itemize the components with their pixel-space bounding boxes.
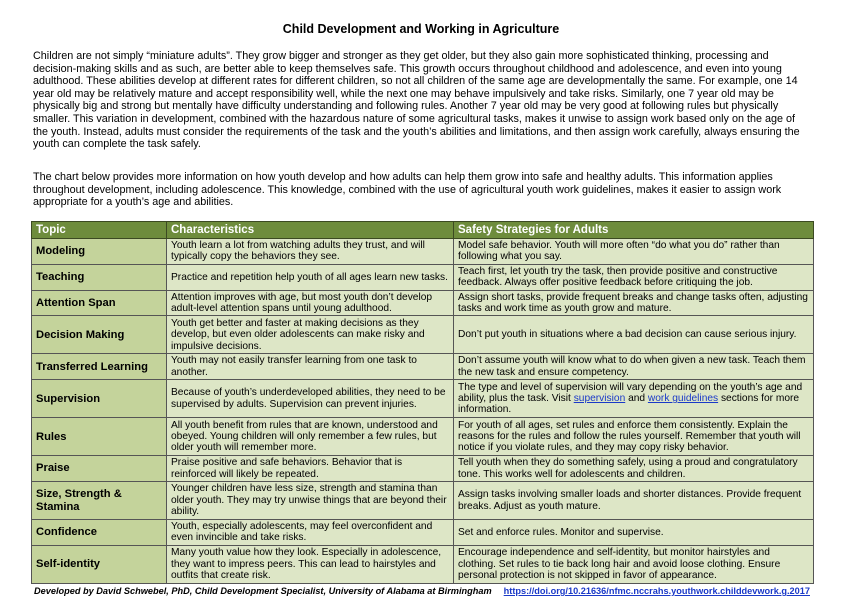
strategies-text-mid: and (625, 393, 648, 405)
characteristics-cell: Youth learn a lot from watching adults they trust, and will typically copy the behaviors they see. (167, 239, 454, 265)
table-row (32, 380, 814, 418)
characteristics-cell: Youth, especially adolescents, may feel overconfident and even invincible and take risks. (167, 520, 454, 546)
characteristics-cell: Younger children have less size, strength and stamina than older youth. They may try unwise things that are beyond their ability. (167, 482, 454, 520)
strategies-cell: Teach first, let youth try the task, then provide positive and constructive feedback. Always offer positive feedback before critiquing the job. (454, 264, 814, 290)
characteristics-cell: Many youth value how they look. Especially in adolescence, they want to impress peers. This can lead to hairstyles and outfits that create risk. (167, 545, 454, 583)
table-row (32, 354, 814, 380)
strategies-cell (454, 380, 814, 418)
strategies-cell: Tell youth when they do something safely, using a proud and congratulatory tone. This works well for adolescents and children. (454, 456, 814, 482)
topic-cell: Transferred Learning (32, 354, 167, 380)
table-row (32, 520, 814, 546)
strategies-cell: Don’t put youth in situations where a bad decision can cause serious injury. (454, 316, 814, 354)
table-row (32, 456, 814, 482)
work-guidelines-link[interactable]: work guidelines (647, 393, 719, 405)
topic-cell: Size, Strength & Stamina (32, 482, 167, 520)
characteristics-cell: All youth benefit from rules that are known, understood and obeyed. Young children will only remember a few rules, but older youth will remember more. (167, 418, 454, 456)
topic-cell: Decision Making (32, 316, 167, 354)
characteristics-cell: Because of youth’s underdeveloped abilities, they need to be supervised by adults. Supervision can prevent injuries. (167, 380, 454, 418)
strategies-cell: For youth of all ages, set rules and enforce them consistently. Explain the reasons for the rules and follow the rules yourself. Remember that youth will notice if you violate rules, and they may copy risky behavior. (454, 418, 814, 456)
topic-cell: Confidence (32, 520, 167, 546)
topic-cell: Attention Span (32, 290, 167, 316)
table-row (32, 290, 814, 316)
characteristics-cell: Youth may not easily transfer learning from one task to another. (167, 354, 454, 380)
topic-cell: Modeling (32, 239, 167, 265)
topic-cell: Teaching (32, 264, 167, 290)
supervision-link[interactable]: supervision (573, 393, 626, 405)
characteristics-cell: Youth get better and faster at making decisions as they develop, but even older adolescents can make risky and impulsive decisions. (167, 316, 454, 354)
page-title: Child Development and Working in Agriculture (282, 22, 560, 36)
strategies-cell: Assign short tasks, provide frequent breaks and change tasks often, adjusting tasks and work time as youth grow and mature. (454, 290, 814, 316)
strategies-text-end: sections for more information. (458, 393, 800, 416)
intro-paragraph: Children are not simply “miniature adults”. They grow bigger and stronger as they get older, but they also gain more sophisticated thinking, processing and decision-making skills and as such, are better able to keep themselves safe. This growth occurs throughout childhood and adolescence, and even into young adulthood. These abilities develop at different rates for different children, so not all children of the same age are developmentally the same. For example, one 14 year old may be relatively mature and accept responsibility well, while the next one may behave impulsively and take risks. Similarly, one 7 year old may be physically big and strong but mentally have difficulty understanding and following rules. Another 7 year old may be very good at following rules but physically smaller. This variation in development, combined with the hazardous nature of some agricultural tasks, makes it unwise to assign work based only on the age of the youth. Instead, adults must consider the requirements of the task and the youth’s abilities and limitations, and then assign work carefully, always ensuring the youth can complete the task safely. (33, 50, 800, 151)
strategies-cell: Model safe behavior. Youth will more often “do what you do” rather than following what you say. (454, 239, 814, 265)
characteristics-cell: Attention improves with age, but most youth don’t develop adult-level attention spans until young adulthood. (167, 290, 454, 316)
header-characteristics: Characteristics (167, 222, 454, 239)
header-topic: Topic (32, 222, 167, 239)
table-row (32, 264, 814, 290)
topic-cell: Rules (32, 418, 167, 456)
chart-intro-paragraph: The chart below provides more information on how youth develop and how adults can help them grow into safe and healthy adults. This information applies throughout development, including adolescence. This knowledge, combined with the use of agricultural youth work guidelines, makes it easier to assign work appropriate for a youth’s age and abilities. (33, 171, 782, 209)
doi-link[interactable]: https://doi.org/10.21636/nfmc.nccrahs.youthwork.childdevwork.g.2017 (503, 586, 810, 596)
strategies-cell: Set and enforce rules. Monitor and supervise. (454, 520, 814, 546)
header-strategies: Safety Strategies for Adults (454, 222, 814, 239)
table-row (32, 418, 814, 456)
table-row (32, 482, 814, 520)
table-row (32, 545, 814, 583)
strategies-cell: Encourage independence and self-identity, but monitor hairstyles and clothing. Set rules to tie back long hair and avoid loose clothing. Ensure personal protection is not skipped in favor of appearance. (454, 545, 814, 583)
strategies-text-start: The type and level of supervision will vary depending on the youth’s age and ability, plus the task. Visit (458, 381, 803, 405)
table-header-row (32, 222, 814, 239)
table-row (32, 239, 814, 265)
topic-cell: Praise (32, 456, 167, 482)
characteristics-cell: Praise positive and safe behaviors. Behavior that is reinforced will likely be repeated. (167, 456, 454, 482)
topic-cell: Supervision (32, 380, 167, 418)
strategies-cell: Assign tasks involving smaller loads and shorter distances. Provide frequent breaks. Adjust as youth mature. (454, 482, 814, 520)
author-credit: Developed by David Schwebel, PhD, Child Development Specialist, University of Alabama at Birmingham (34, 586, 492, 596)
characteristics-cell: Practice and repetition help youth of all ages learn new tasks. (167, 264, 454, 290)
development-table (31, 221, 814, 584)
strategies-cell: Don’t assume youth will know what to do when given a new task. Teach them the new task and ensure competency. (454, 354, 814, 380)
table-row (32, 316, 814, 354)
topic-cell: Self-identity (32, 545, 167, 583)
